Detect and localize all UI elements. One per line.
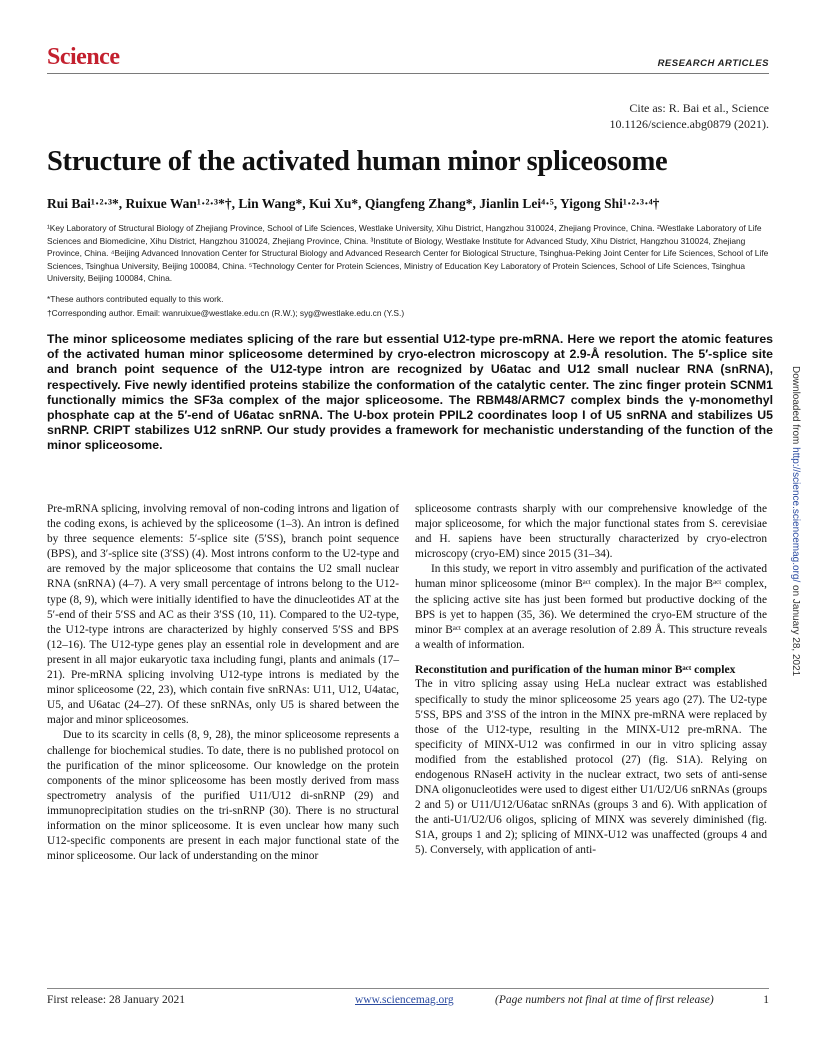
body-paragraph: The in vitro splicing assay using HeLa nuclear extract was established specifically to study the minor spliceosome 25 years ago (27). The U2-type 5′SS, BPS and 3′SS of the intron in the MINX pre-mRNA were replaced by those of the U12-type, resulting in the MINX-U12 pre-mRNA. The specificity of MINX-U12 was confirmed in our in vitro splicing assay modified from the established protocol (27) (fig. S1A). Relying on endogenous RNaseH activity in the nuclear extract, two sets of anti-sense DNA oligonucleotides were used to digest either U1/U2/U6 snRNAs (groups 2 and 5) or U11/U12/U6atac snRNAs (groups 3 and 6). With application of the anti-U1/U2/U6 oligos, splicing of MINX was severely diminished (fig. S1A, groups 1 and 2); splicing of MINX-U12 was unaffected (groups 4 and 5). Conversely, with application of anti- — [415, 678, 767, 857]
body-column-left — [47, 502, 399, 864]
download-link[interactable]: http://science.sciencemag.org/ — [790, 447, 801, 583]
abstract: The minor spliceosome mediates splicing of the rare but essential U12-type pre-mRNA. Here we report the atomic features of the activated human minor spliceosome determined by cryo-electron microscopy at 2.9-Å resolution. The 5′-splice site and branch point sequence of the U12-type intron are recognized by U6atac and U12 small nuclear RNA (snRNA), respectively. Five newly identified proteins stabilize the conformation of the catalytic center. The zinc finger protein SCNM1 functionally mimics the SF3a complex of the major spliceosome. The RBM48/ARMC7 complex binds the γ-monomethyl phosphate cap at the 5′-end of U6atac snRNA. The U-box protein PPIL2 coordinates loop I of U5 snRNA and stabilizes U5 snRNP. CRIPT stabilizes U12 snRNP. Our study provides a framework for mechanistic understanding of the function of the minor spliceosome. — [47, 332, 773, 453]
body-column-right — [415, 502, 767, 859]
page-number: 1 — [763, 994, 769, 1006]
body-paragraph: Due to its scarcity in cells (8, 9, 28), the minor spliceosome represents a challenge for biochemical studies. To date, there is no published protocol on the purification of the minor spliceosome. Our knowledge on the protein components of the minor spliceosome has been mostly derived from mass spectrometry analysis of the purified U11/U12 di-snRNP (29) and immunoprecipitation studies on the tri-snRNP (30). There is no structural information on the minor spliceosome. It is even unclear how many such U12-specific components are present in each major functional state of the minor spliceosome. Our lack of understanding on the minor — [47, 729, 399, 863]
article-title: Structure of the activated human minor spliceosome — [47, 146, 668, 177]
citation-doi: 10.1126/science.abg0879 (2021). — [609, 117, 769, 131]
author-notes — [47, 292, 773, 320]
body-paragraph: Pre-mRNA splicing, involving removal of non-coding introns and ligation of the coding exons, is achieved by the spliceosome (1–3). An intron is defined by three sequence elements: 5′-splice site (5′SS), branch point sequence (BPS), and 3′-splice site (3′SS) (4). Most introns conform to the U2-type and are removed by the major spliceosome that contains the U2 small nuclear RNA (snRNA) (4–7). A very small percentage of introns belong to the U12-type (8, 9), which were initially identified to have the dinucleotides AT at the 5′-end of their 5′SS and AC as their 3′SS (10, 11). Compared to the U2-type, the U12-type introns are characterized by highly conserved 5′SS and BPS (12–16). The U12-type genes play an essential role in development and are present in all major eukaryotic taxa including fungi, plants and animals (17–21). Pre-mRNA splicing involving U12-type introns is mediated by the minor spliceosome (22, 23), which contain five snRNAs: U11, U12, U4atac, U5, and U6atac (24–27). Of these snRNAs, only U5 is shared between the major and minor spliceosomes. — [47, 503, 399, 727]
footer-divider — [47, 988, 769, 989]
science-logo: Science — [47, 44, 120, 70]
body-paragraph: In this study, we report in vitro assembly and purification of the activated human minor spliceosome (minor Bᵃᶜᵗ complex). In the major Bᵃᶜᵗ complex, the splicing active site has just been formed but productive docking of the BPS is yet to happen (35, 36). We determined the cryo-EM structure of the minor Bᵃᶜᵗ complex at an average resolution of 2.89 Å. This structure reveals a wealth of information. — [415, 563, 767, 651]
header-divider — [47, 73, 769, 74]
download-sidebar — [790, 366, 801, 686]
author-list: Rui Bai¹·²·³*, Ruixue Wan¹·²·³*†, Lin Wang*, Kui Xu*, Qiangfeng Zhang*, Jianlin Lei⁴·⁵, Yigong Shi¹·²·³·⁴† — [47, 196, 660, 211]
affiliations — [47, 222, 773, 285]
citation-block — [609, 100, 769, 132]
download-prefix: Downloaded from — [790, 366, 801, 448]
corresponding-author-note: †Corresponding author. Email: wanruixue@westlake.edu.cn (R.W.); syg@westlake.edu.cn (Y.S.) — [47, 308, 405, 318]
page-number-note: (Page numbers not final at time of first release) — [495, 994, 714, 1006]
equal-contribution-note: *These authors contributed equally to this work. — [47, 294, 224, 304]
section-label: RESEARCH ARTICLES — [657, 58, 769, 69]
body-paragraph: spliceosome contrasts sharply with our comprehensive knowledge of the major spliceosome, for which the major functional states from S. cerevisiae and H. sapiens have been structurally characterized by cryo-electron microscopy (cryo-EM) since 2015 (31–34). — [415, 503, 767, 561]
citation-line-1: Cite as: R. Bai et al., Science — [629, 101, 769, 115]
first-release-date: First release: 28 January 2021 — [47, 994, 185, 1006]
affiliations-text: ¹Key Laboratory of Structural Biology of Zhejiang Province, School of Life Sciences, Westlake University, Xihu District, Hangzhou 310024, Zhejiang Province, China. ²Westlake Laboratory of Life Sciences and Biomedicine, Xihu District, Hangzhou 310024, Zhejiang Province, China. ³Institute of Biology, Westlake Institute for Advanced Study, Xihu District, Hangzhou 310024, Zhejiang Province, China. ⁴Beijing Advanced Innovation Center for Structural Biology and Advanced Research Center for Biological Structure, Tsinghua-Peking Joint Center for Life Sciences, School of Life Sciences, Tsinghua University, Beijing 100084, China. ⁵Technology Center for Protein Sciences, Ministry of Education Key Laboratory of Protein Sciences, School of Life Sciences, Tsinghua University, Beijing 100084, China. — [47, 223, 769, 283]
section-heading: Reconstitution and purification of the human minor Bᵃᶜᵗ complex — [415, 662, 736, 676]
journal-url-link[interactable]: www.sciencemag.org — [355, 994, 454, 1006]
download-suffix: on January 28, 2021 — [790, 582, 801, 677]
